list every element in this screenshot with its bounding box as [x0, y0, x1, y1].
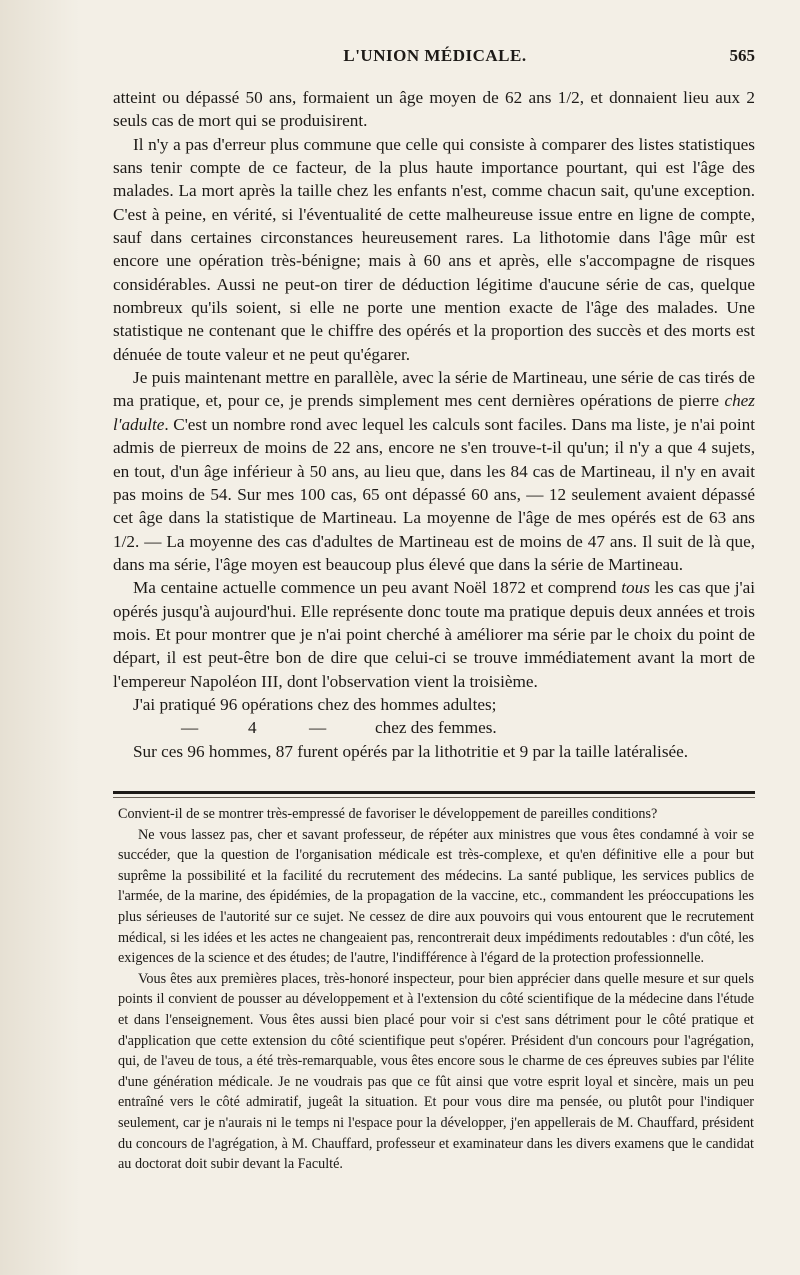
tally-dash: — [181, 718, 199, 738]
page-number: 565 [729, 46, 755, 65]
paragraph-comparison-emphasis: chez l'adulte [113, 391, 755, 434]
tally-number: 4 [248, 718, 257, 738]
paragraph-continuation: atteint ou dépassé 50 ans, formaient un âge moyen de 62 ans 1/2, et donnaient lieu aux 2 seuls cas de mort qui se produisirent. [113, 88, 755, 131]
feuilleton-paragraph: Vous êtes aux premières places, très-honoré inspecteur, pour bien apprécier dans quelle mesure et sur quels points il convient de pousser au développement et à l'extension du côté scientifique de la médecine dans l'étude et dans l'enseignement. Vous êtes aussi bien placé pour voir si c'est sans détriment pour le côté pratique et d'application que cette extension du côté scientifique peut s'opérer. Président d'un concours pour l'agrégation, qui, de l'aveu de tous, a été très-remarquable, vous êtes encore sous le charme de ces épreuves subies par l'élite d'une génération médicale. Je ne voudrais pas que ce fût ainsi que votre esprit loyal et sincère, mais un peu entraîné vers le côté admiratif, jugeât la situation. Et pour vous dire ma pensée, ou plutôt pour l'indiquer seulement, car je n'aurais ni le temps ni l'espace pour la développer, j'en appellerais de M. Chauffard, président du concours de l'agrégation, à M. Chauffard, professeur et examinateur dans les divers examens que le candidat au doctorat doit subir devant la Faculté. [118, 970, 754, 1173]
paragraph-series-emphasis: tous [621, 578, 650, 598]
feuilleton-text [118, 804, 754, 1175]
paragraph-series [113, 576, 755, 693]
paragraph-comparison-part2: . C'est un nombre rond avec lequel les calculs sont faciles. Dans ma liste, je n'ai point admis de pierreux de moins de 22 ans, encore ne s'en trouve-t-il qu'un; il n'y a que 4 sujets, en tout, d'un âge inférieur à 50 ans, au lieu que, dans les 84 cas de Martineau, il n'y en avait pas moins de 54. Sur mes 100 cas, 65 ont dépassé 60 ans, — 12 seulement avaient dépassé cet âge dans la statistique de Martineau. La moyenne de l'âge de mes opérés est de 63 ans 1/2. — La moyenne des cas d'adultes de Martineau est de moins de 47 ans. Il suit de là que, dans ma série, l'âge moyen est beaucoup plus élevé que dans la série de Martineau. [113, 414, 755, 574]
paragraph-series-part1: Ma centaine actuelle commence un peu avant Noël 1872 et comprend [133, 578, 622, 598]
main-text [113, 86, 755, 763]
feuilleton-paragraph: Convient-il de se montrer très-empressé de favoriser le développement de pareilles conditions? [118, 806, 658, 822]
running-head: L'UNION MÉDICALE. [343, 46, 527, 65]
tally-line-women [113, 716, 755, 739]
section-rule [113, 791, 755, 794]
paragraph-summary: Sur ces 96 hommes, 87 furent opérés par la lithotritie et 9 par la taille latéralisée. [133, 741, 689, 761]
feuilleton-paragraph: Ne vous lassez pas, cher et savant professeur, de répéter aux ministres que vous êtes condamné à voir se succéder, que la question de l'organisation médicale est très-complexe, et qu'en définitive elle a pour but suprême la possibilité et la facilité du recrutement des médecins. La santé publique, les services publics de l'armée, de la marine, des épidémies, de la propagation de la vaccine, etc., commandent les préoccupations les plus sérieuses de l'autorité sur ce sujet. Ne cessez de dire aux pouvoirs qui vous entourent que le recrutement médical, si les idées et les actes ne changeaient pas, rencontrerait deux impédiments redoutables : d'un côté, les exigences de la science et des études; de l'autre, l'indifférence à l'égard de la protection professionnelle. [118, 826, 754, 967]
page-header [115, 46, 755, 72]
paragraph-series-part2: les cas que j'ai opérés jusqu'à aujourd'hui. Elle représente donc toute ma pratique depuis deux années et trois mois. Et pour montrer que je n'ai point cherché à améliorer ma série par le choix du point de départ, il est peut-être bon de dire que celui-ci se trouve immédiatement avant la mort de l'empereur Napoléon III, dont l'observation vient la troisième. [113, 578, 755, 691]
tally-dash: — [309, 718, 327, 738]
section-rule-thin [113, 797, 755, 798]
tally-line-men: J'ai pratiqué 96 opérations chez des hommes adultes; [133, 694, 497, 714]
paragraph-comparison [113, 366, 755, 576]
paragraph-age-statistics: Il n'y a pas d'erreur plus commune que celle qui consiste à comparer des listes statistiques sans tenir compte de ce facteur, de la plus haute importance pourtant, qui est l'âge des malades. La mort après la taille chez les enfants n'est, comme chacun sait, qu'une exception. C'est à peine, en vérité, si l'éventualité de cette malheureuse issue entre en ligne de compte, sauf dans certaines circonstances heureusement rares. La lithotomie dans l'âge mûr est encore une opération très-bénigne; mais à 60 ans et après, elle s'accompagne de risques considérables. Aussi ne peut-on tirer de déduction légitime d'aucune série de cas, quelque nombreux qu'ils soient, si elle ne porte une mention exacte de l'âge des malades. Une statistique ne contenant que le chiffre des opérés et la proportion des succès et des morts est dénuée de toute valeur et ne peut qu'égarer. [113, 134, 755, 364]
tally-text: chez des femmes. [375, 718, 497, 738]
facing-page-bleed [0, 0, 80, 1275]
paragraph-comparison-part1: Je puis maintenant mettre en parallèle, avec la série de Martineau, une série de cas tirés de ma pratique, et, pour ce, je prends simplement mes cent dernières opérations de pierre [113, 368, 755, 411]
